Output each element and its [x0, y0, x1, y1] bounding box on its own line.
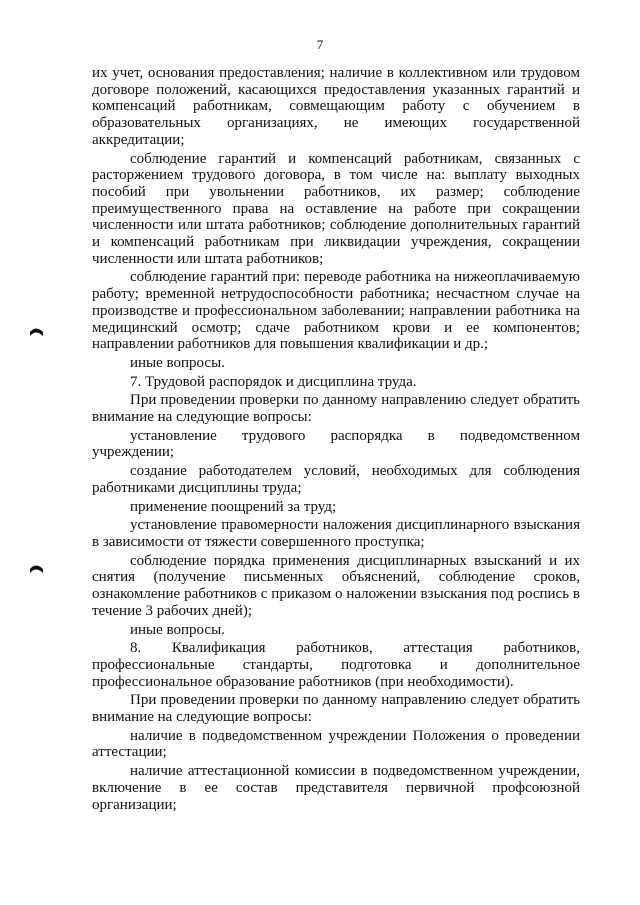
paragraph: наличие аттестационной комиссии в подведомственном учреждении, включение в ее состав представителя первичной профсоюзной организации;: [92, 763, 580, 813]
paragraph: соблюдение порядка применения дисциплинарных взысканий и их снятия (получение письменных объяснений, соблюдение сроков, ознакомление работников с приказом о наложении взыскания под роспись в течение 3 рабочих дней);: [92, 552, 580, 619]
paragraph: установление правомерности наложения дисциплинарного взыскания в зависимости от тяжести совершенного проступка;: [92, 517, 580, 550]
scan-mark-icon: [30, 563, 43, 573]
section-heading: 7. Трудовой распорядок и дисциплина труда.: [130, 373, 417, 390]
paragraph: иные вопросы.: [130, 621, 225, 638]
paragraph: создание работодателем условий, необходимых для соблюдения работниками дисциплины труда;: [92, 463, 580, 496]
paragraph: соблюдение гарантий при: переводе работника на нижеоплачиваемую работу; временной нетрудоспособности работника; несчастном случае на производстве и профессиональном заболевании; направлении работника на медицинский осмотр; сдаче работником крови и ее компонентов; направлении работников для повышения квалификации и др.;: [92, 269, 580, 353]
paragraph: При проведении проверки по данному направлению следует обратить внимание на следующие вопросы:: [92, 392, 580, 426]
paragraph: установление трудового распорядка в подведомственном учреждении;: [92, 427, 580, 461]
body-text: [92, 65, 580, 813]
paragraph: применение поощрений за труд;: [130, 498, 337, 515]
paragraph: наличие в подведомственном учреждении Положения о проведении аттестации;: [92, 727, 580, 761]
paragraph: При проведении проверки по данному направлению следует обратить внимание на следующие вопросы:: [92, 692, 580, 726]
paragraph: иные вопросы.: [130, 354, 225, 371]
scan-mark-icon: [30, 326, 43, 336]
paragraph: соблюдение гарантий и компенсаций работникам, связанных с расторжением трудового договора, в том числе на: выплату выходных пособий при увольнении работников, их размер; соблюдение преимущественного права на оставление на работе при сокращении численности или штата работников; соблюдение дополнительных гарантий и компенсаций работникам при ликвидации учреждения, сокращении численности или штата работников;: [92, 150, 580, 267]
page-number: 7: [316, 37, 324, 52]
section-heading: 8. Квалификация работников, аттестация работников, профессиональные стандарты, подготовка и дополнительное профессиональное образование работников (при необходимости).: [92, 640, 580, 690]
paragraph: их учет, основания предоставления; наличие в коллективном или трудовом договоре положений, касающихся предоставления указанных гарантий и компенсаций работникам, совмещающим работу с обучением в образовательных организациях, не имеющих государственной аккредитации;: [92, 65, 580, 148]
